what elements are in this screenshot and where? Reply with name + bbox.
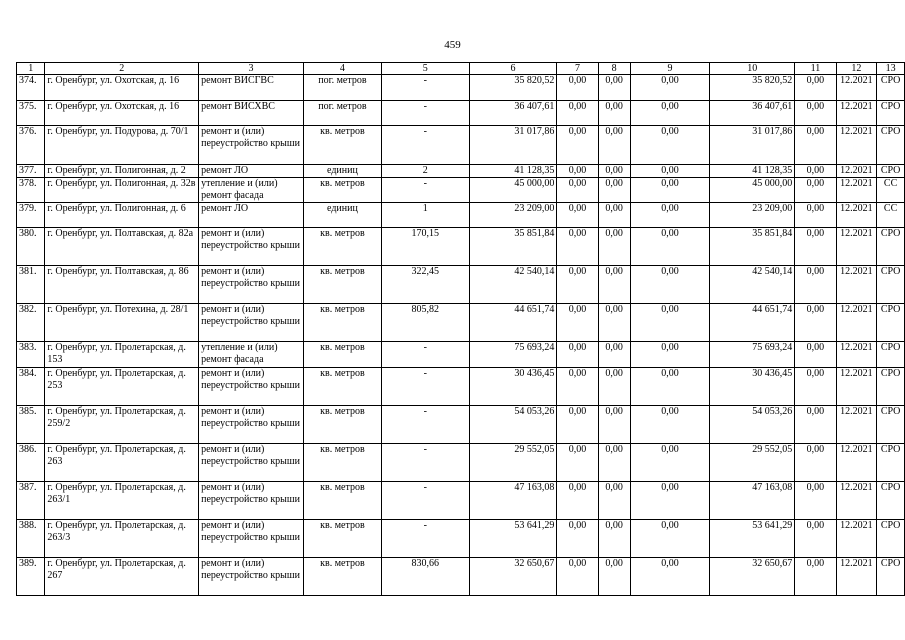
value-cell: 0,00 (630, 406, 710, 444)
source-cell: СС (877, 178, 905, 203)
value-cell: 0,00 (795, 203, 836, 228)
table-row (17, 368, 905, 406)
value-cell: 0,00 (795, 228, 836, 266)
cost-cell: 29 552,05 (469, 444, 557, 482)
work-type-cell: утепление и (или) ремонт фасада (199, 342, 304, 368)
quantity-cell: - (381, 178, 469, 203)
value-cell: 0,00 (630, 482, 710, 520)
source-cell: СРО (877, 266, 905, 304)
value-cell: 0,00 (795, 520, 836, 558)
total-cell: 54 053,26 (710, 406, 795, 444)
quantity-cell: - (381, 368, 469, 406)
value-cell: 0,00 (630, 203, 710, 228)
value-cell: 0,00 (598, 228, 630, 266)
column-header: 4 (303, 63, 381, 75)
row-number: 380. (17, 228, 45, 266)
source-cell: СРО (877, 482, 905, 520)
row-number: 382. (17, 304, 45, 342)
value-cell: 0,00 (795, 178, 836, 203)
cost-cell: 31 017,86 (469, 126, 557, 165)
row-number: 385. (17, 406, 45, 444)
cost-cell: 45 000,00 (469, 178, 557, 203)
unit-cell: единиц (303, 203, 381, 228)
cost-cell: 41 128,35 (469, 165, 557, 178)
value-cell: 0,00 (630, 444, 710, 482)
unit-cell: кв. метров (303, 444, 381, 482)
quantity-cell: - (381, 482, 469, 520)
table-row (17, 482, 905, 520)
source-cell: СРО (877, 444, 905, 482)
total-cell: 42 540,14 (710, 266, 795, 304)
table-row (17, 558, 905, 596)
table-row (17, 444, 905, 482)
source-cell: СРО (877, 75, 905, 101)
value-cell: 0,00 (557, 126, 598, 165)
column-header: 9 (630, 63, 710, 75)
work-type-cell: ремонт и (или) переустройство крыши (199, 266, 304, 304)
table-row (17, 228, 905, 266)
total-cell: 30 436,45 (710, 368, 795, 406)
period-cell: 12.2021 (836, 228, 877, 266)
unit-cell: кв. метров (303, 368, 381, 406)
period-cell: 12.2021 (836, 178, 877, 203)
address-cell: г. Оренбург, ул. Полигонная, д. 6 (45, 203, 199, 228)
value-cell: 0,00 (598, 304, 630, 342)
value-cell: 0,00 (598, 178, 630, 203)
period-cell: 12.2021 (836, 406, 877, 444)
value-cell: 0,00 (598, 203, 630, 228)
table-row (17, 203, 905, 228)
source-cell: СРО (877, 368, 905, 406)
page-number: 459 (444, 39, 461, 51)
column-header: 12 (836, 63, 877, 75)
source-cell: СРО (877, 342, 905, 368)
address-cell: г. Оренбург, ул. Охотская, д. 16 (45, 101, 199, 126)
total-cell: 35 820,52 (710, 75, 795, 101)
work-type-cell: ремонт и (или) переустройство крыши (199, 304, 304, 342)
value-cell: 0,00 (598, 368, 630, 406)
address-cell: г. Оренбург, ул. Полигонная, д. 32в (45, 178, 199, 203)
table-row (17, 304, 905, 342)
period-cell: 12.2021 (836, 165, 877, 178)
row-number: 374. (17, 75, 45, 101)
quantity-cell: 830,66 (381, 558, 469, 596)
total-cell: 44 651,74 (710, 304, 795, 342)
row-number: 376. (17, 126, 45, 165)
row-number: 389. (17, 558, 45, 596)
row-number: 375. (17, 101, 45, 126)
unit-cell: пог. метров (303, 75, 381, 101)
cost-cell: 30 436,45 (469, 368, 557, 406)
period-cell: 12.2021 (836, 203, 877, 228)
work-type-cell: ремонт ЛО (199, 203, 304, 228)
value-cell: 0,00 (557, 178, 598, 203)
source-cell: СРО (877, 304, 905, 342)
value-cell: 0,00 (795, 368, 836, 406)
quantity-cell: 805,82 (381, 304, 469, 342)
work-type-cell: ремонт и (или) переустройство крыши (199, 228, 304, 266)
source-cell: СС (877, 203, 905, 228)
period-cell: 12.2021 (836, 266, 877, 304)
table-row (17, 165, 905, 178)
value-cell: 0,00 (795, 126, 836, 165)
table-row (17, 126, 905, 165)
value-cell: 0,00 (557, 558, 598, 596)
column-header: 6 (469, 63, 557, 75)
cost-cell: 23 209,00 (469, 203, 557, 228)
table-row (17, 406, 905, 444)
row-number: 384. (17, 368, 45, 406)
period-cell: 12.2021 (836, 304, 877, 342)
table-row (17, 101, 905, 126)
value-cell: 0,00 (795, 444, 836, 482)
address-cell: г. Оренбург, ул. Потехина, д. 28/1 (45, 304, 199, 342)
work-type-cell: ремонт ВИСГВС (199, 75, 304, 101)
value-cell: 0,00 (630, 558, 710, 596)
column-header: 1 (17, 63, 45, 75)
value-cell: 0,00 (795, 304, 836, 342)
address-cell: г. Оренбург, ул. Пролетарская, д. 267 (45, 558, 199, 596)
source-cell: СРО (877, 126, 905, 165)
source-cell: СРО (877, 406, 905, 444)
unit-cell: кв. метров (303, 304, 381, 342)
table-body (17, 75, 905, 596)
cost-cell: 32 650,67 (469, 558, 557, 596)
quantity-cell: - (381, 126, 469, 165)
quantity-cell: 2 (381, 165, 469, 178)
period-cell: 12.2021 (836, 368, 877, 406)
unit-cell: кв. метров (303, 266, 381, 304)
unit-cell: кв. метров (303, 406, 381, 444)
total-cell: 53 641,29 (710, 520, 795, 558)
total-cell: 36 407,61 (710, 101, 795, 126)
value-cell: 0,00 (630, 165, 710, 178)
table-row (17, 178, 905, 203)
column-header: 10 (710, 63, 795, 75)
value-cell: 0,00 (557, 368, 598, 406)
quantity-cell: - (381, 75, 469, 101)
cost-cell: 54 053,26 (469, 406, 557, 444)
source-cell: СРО (877, 101, 905, 126)
work-type-cell: ремонт и (или) переустройство крыши (199, 126, 304, 165)
cost-cell: 36 407,61 (469, 101, 557, 126)
quantity-cell: - (381, 406, 469, 444)
total-cell: 31 017,86 (710, 126, 795, 165)
column-header: 5 (381, 63, 469, 75)
value-cell: 0,00 (557, 101, 598, 126)
row-number: 381. (17, 266, 45, 304)
period-cell: 12.2021 (836, 558, 877, 596)
row-number: 378. (17, 178, 45, 203)
total-cell: 29 552,05 (710, 444, 795, 482)
total-cell: 32 650,67 (710, 558, 795, 596)
period-cell: 12.2021 (836, 126, 877, 165)
period-cell: 12.2021 (836, 75, 877, 101)
unit-cell: пог. метров (303, 101, 381, 126)
work-type-cell: ремонт и (или) переустройство крыши (199, 482, 304, 520)
value-cell: 0,00 (630, 368, 710, 406)
value-cell: 0,00 (795, 165, 836, 178)
unit-cell: кв. метров (303, 178, 381, 203)
unit-cell: кв. метров (303, 126, 381, 165)
source-cell: СРО (877, 165, 905, 178)
period-cell: 12.2021 (836, 444, 877, 482)
unit-cell: кв. метров (303, 558, 381, 596)
work-type-cell: ремонт ВИСХВС (199, 101, 304, 126)
value-cell: 0,00 (598, 342, 630, 368)
unit-cell: кв. метров (303, 342, 381, 368)
work-type-cell: ремонт и (или) переустройство крыши (199, 558, 304, 596)
value-cell: 0,00 (557, 444, 598, 482)
column-header: 3 (199, 63, 304, 75)
address-cell: г. Оренбург, ул. Полтавская, д. 82а (45, 228, 199, 266)
value-cell: 0,00 (557, 304, 598, 342)
quantity-cell: - (381, 520, 469, 558)
value-cell: 0,00 (795, 482, 836, 520)
address-cell: г. Оренбург, ул. Полтавская, д. 86 (45, 266, 199, 304)
row-number: 388. (17, 520, 45, 558)
total-cell: 75 693,24 (710, 342, 795, 368)
work-type-cell: утепление и (или) ремонт фасада (199, 178, 304, 203)
work-type-cell: ремонт и (или) переустройство крыши (199, 368, 304, 406)
value-cell: 0,00 (598, 520, 630, 558)
value-cell: 0,00 (795, 558, 836, 596)
value-cell: 0,00 (598, 165, 630, 178)
table-row (17, 75, 905, 101)
cost-cell: 35 851,84 (469, 228, 557, 266)
value-cell: 0,00 (598, 126, 630, 165)
row-number: 387. (17, 482, 45, 520)
row-number: 377. (17, 165, 45, 178)
address-cell: г. Оренбург, ул. Охотская, д. 16 (45, 75, 199, 101)
value-cell: 0,00 (557, 165, 598, 178)
cost-cell: 42 540,14 (469, 266, 557, 304)
value-cell: 0,00 (630, 342, 710, 368)
period-cell: 12.2021 (836, 101, 877, 126)
work-type-cell: ремонт и (или) переустройство крыши (199, 520, 304, 558)
cost-cell: 35 820,52 (469, 75, 557, 101)
total-cell: 23 209,00 (710, 203, 795, 228)
unit-cell: кв. метров (303, 482, 381, 520)
work-type-cell: ремонт и (или) переустройство крыши (199, 444, 304, 482)
unit-cell: кв. метров (303, 228, 381, 266)
value-cell: 0,00 (630, 75, 710, 101)
value-cell: 0,00 (598, 406, 630, 444)
address-cell: г. Оренбург, ул. Полигонная, д. 2 (45, 165, 199, 178)
column-header: 8 (598, 63, 630, 75)
column-header: 13 (877, 63, 905, 75)
cost-cell: 75 693,24 (469, 342, 557, 368)
value-cell: 0,00 (598, 482, 630, 520)
row-number: 379. (17, 203, 45, 228)
row-number: 386. (17, 444, 45, 482)
total-cell: 35 851,84 (710, 228, 795, 266)
table-row (17, 520, 905, 558)
value-cell: 0,00 (557, 342, 598, 368)
value-cell: 0,00 (557, 406, 598, 444)
value-cell: 0,00 (557, 520, 598, 558)
source-cell: СРО (877, 520, 905, 558)
table-row (17, 342, 905, 368)
cost-cell: 44 651,74 (469, 304, 557, 342)
value-cell: 0,00 (598, 266, 630, 304)
total-cell: 47 163,08 (710, 482, 795, 520)
value-cell: 0,00 (598, 75, 630, 101)
quantity-cell: - (381, 342, 469, 368)
value-cell: 0,00 (630, 126, 710, 165)
registry-table (16, 62, 905, 596)
value-cell: 0,00 (598, 558, 630, 596)
quantity-cell: 170,15 (381, 228, 469, 266)
quantity-cell: - (381, 101, 469, 126)
column-number-row (17, 63, 905, 75)
work-type-cell: ремонт и (или) переустройство крыши (199, 406, 304, 444)
quantity-cell: 1 (381, 203, 469, 228)
value-cell: 0,00 (630, 266, 710, 304)
unit-cell: кв. метров (303, 520, 381, 558)
value-cell: 0,00 (630, 520, 710, 558)
column-header: 7 (557, 63, 598, 75)
source-cell: СРО (877, 558, 905, 596)
value-cell: 0,00 (630, 101, 710, 126)
value-cell: 0,00 (795, 342, 836, 368)
value-cell: 0,00 (630, 228, 710, 266)
period-cell: 12.2021 (836, 520, 877, 558)
value-cell: 0,00 (795, 406, 836, 444)
address-cell: г. Оренбург, ул. Пролетарская, д. 263/3 (45, 520, 199, 558)
total-cell: 45 000,00 (710, 178, 795, 203)
unit-cell: единиц (303, 165, 381, 178)
value-cell: 0,00 (557, 203, 598, 228)
period-cell: 12.2021 (836, 482, 877, 520)
value-cell: 0,00 (795, 266, 836, 304)
column-header: 2 (45, 63, 199, 75)
value-cell: 0,00 (557, 75, 598, 101)
value-cell: 0,00 (630, 178, 710, 203)
address-cell: г. Оренбург, ул. Пролетарская, д. 263/1 (45, 482, 199, 520)
value-cell: 0,00 (630, 304, 710, 342)
address-cell: г. Оренбург, ул. Пролетарская, д. 259/2 (45, 406, 199, 444)
work-type-cell: ремонт ЛО (199, 165, 304, 178)
address-cell: г. Оренбург, ул. Пролетарская, д. 263 (45, 444, 199, 482)
column-header: 11 (795, 63, 836, 75)
cost-cell: 53 641,29 (469, 520, 557, 558)
quantity-cell: 322,45 (381, 266, 469, 304)
value-cell: 0,00 (598, 444, 630, 482)
total-cell: 41 128,35 (710, 165, 795, 178)
value-cell: 0,00 (557, 482, 598, 520)
row-number: 383. (17, 342, 45, 368)
cost-cell: 47 163,08 (469, 482, 557, 520)
quantity-cell: - (381, 444, 469, 482)
address-cell: г. Оренбург, ул. Подурова, д. 70/1 (45, 126, 199, 165)
table-row (17, 266, 905, 304)
address-cell: г. Оренбург, ул. Пролетарская, д. 253 (45, 368, 199, 406)
value-cell: 0,00 (598, 101, 630, 126)
value-cell: 0,00 (795, 101, 836, 126)
value-cell: 0,00 (557, 228, 598, 266)
address-cell: г. Оренбург, ул. Пролетарская, д. 153 (45, 342, 199, 368)
period-cell: 12.2021 (836, 342, 877, 368)
source-cell: СРО (877, 228, 905, 266)
value-cell: 0,00 (795, 75, 836, 101)
value-cell: 0,00 (557, 266, 598, 304)
